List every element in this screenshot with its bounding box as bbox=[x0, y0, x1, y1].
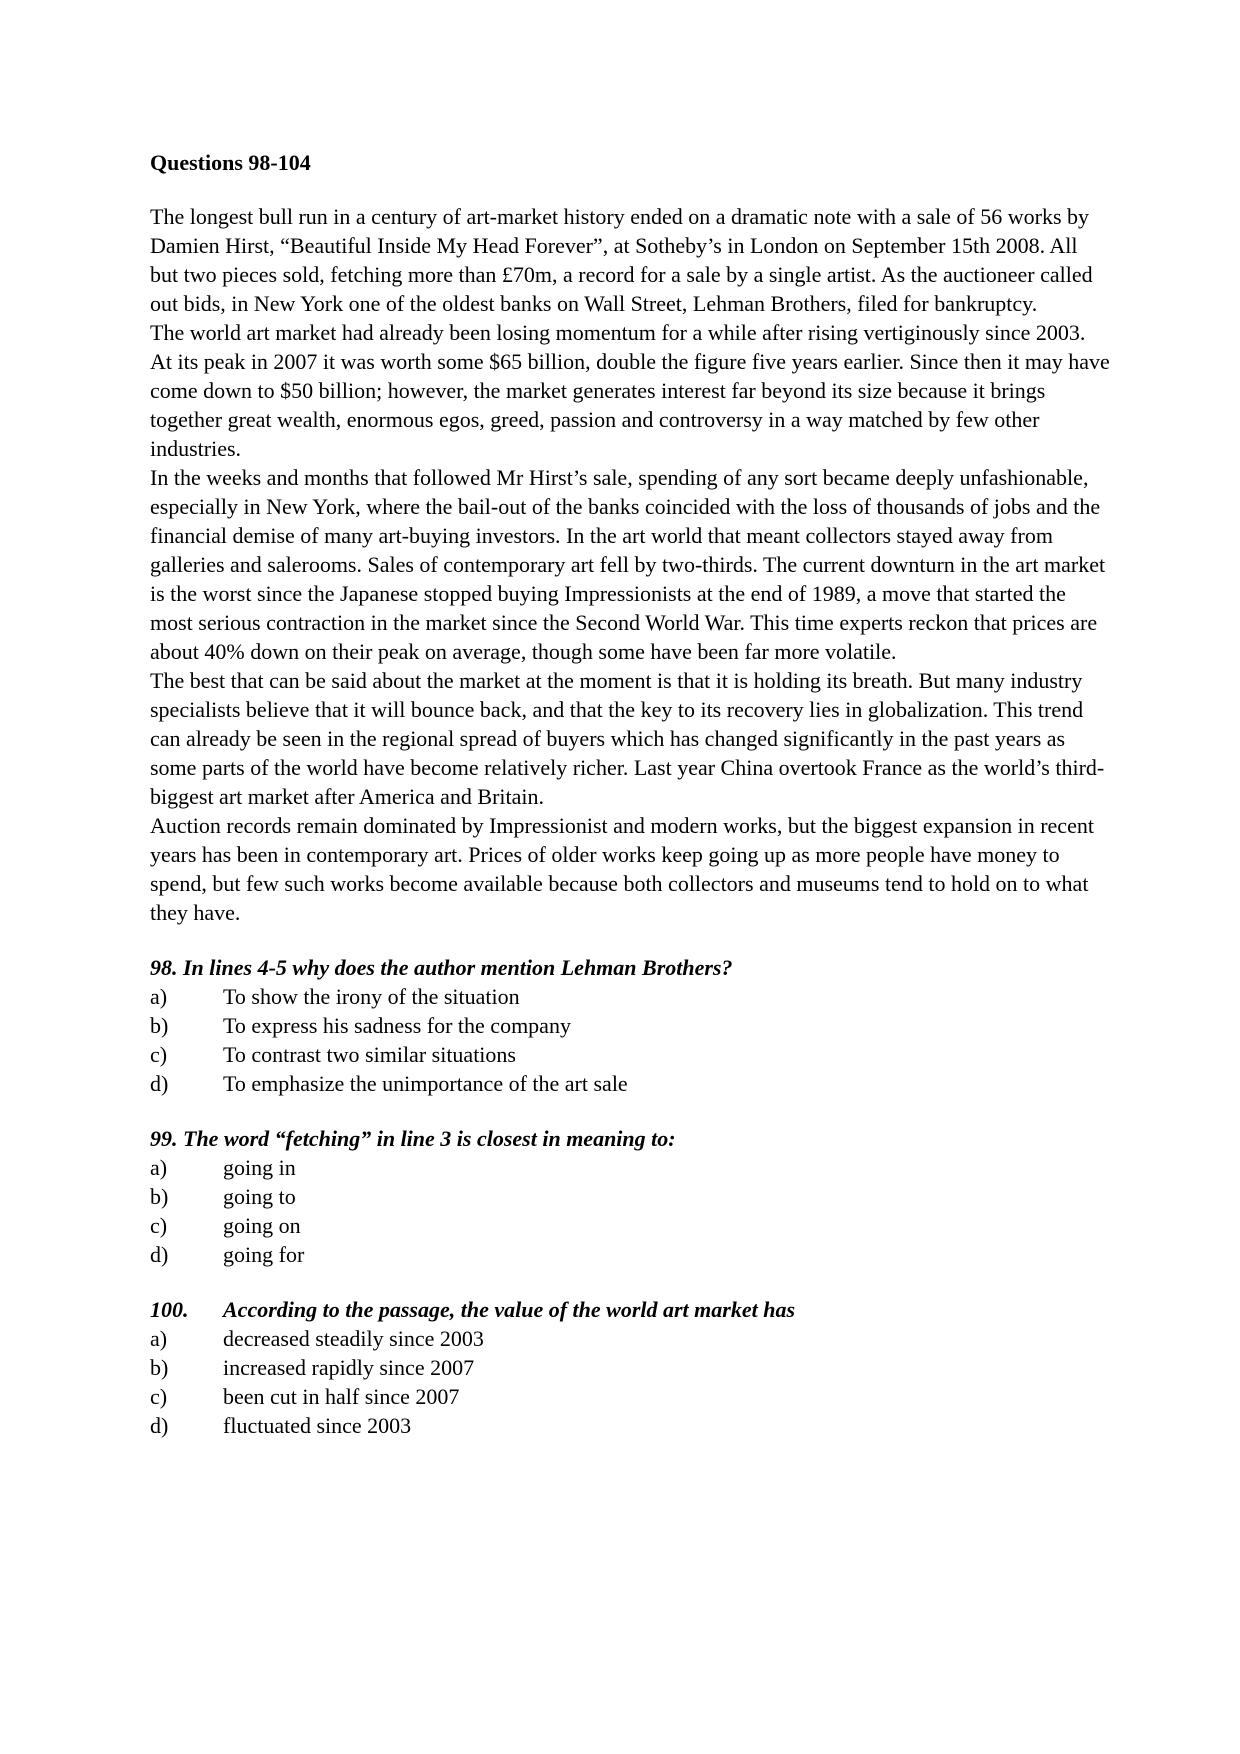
question-title bbox=[150, 1124, 1110, 1153]
option-letter: a) bbox=[150, 984, 168, 1009]
option-text: going on bbox=[223, 1213, 301, 1238]
question-99 bbox=[150, 1124, 1110, 1269]
answer-option bbox=[150, 1382, 1110, 1411]
passage-paragraph: The world art market had already been losing momentum for a while after rising vertiginously since 2003. At its peak in 2007 it was worth some $65 billion, double the figure five years earlier. Since then it may have come down to $50 billion; however, the market generates interest far beyond its size because it brings together great wealth, enormous egos, greed, passion and controversy in a way matched by few other industries. bbox=[150, 320, 1110, 461]
section-heading: Questions 98-104 bbox=[150, 150, 311, 175]
question-text: According to the passage, the value of the world art market has bbox=[223, 1297, 796, 1322]
option-text: fluctuated since 2003 bbox=[223, 1413, 412, 1438]
answer-option bbox=[150, 1069, 1110, 1098]
answer-option bbox=[150, 1011, 1110, 1040]
passage-paragraph: Auction records remain dominated by Impressionist and modern works, but the biggest expansion in recent years has been in contemporary art. Prices of older works keep going up as more people have money to spend, but few such works become available because both collectors and museums tend to hold on to what they have. bbox=[150, 813, 1094, 925]
answer-option bbox=[150, 1153, 1110, 1182]
option-letter: d) bbox=[150, 1071, 169, 1096]
question-number: 98. bbox=[150, 955, 178, 980]
question-text: The word “fetching” in line 3 is closest in meaning to: bbox=[183, 1126, 676, 1151]
answer-option bbox=[150, 1211, 1110, 1240]
option-text: been cut in half since 2007 bbox=[223, 1384, 460, 1409]
question-text: In lines 4-5 why does the author mention Lehman Brothers? bbox=[183, 955, 733, 980]
option-letter: a) bbox=[150, 1155, 168, 1180]
option-letter: c) bbox=[150, 1213, 168, 1238]
option-text: going to bbox=[223, 1184, 296, 1209]
option-letter: d) bbox=[150, 1242, 169, 1267]
question-98 bbox=[150, 953, 1110, 1098]
option-text: going for bbox=[223, 1242, 305, 1267]
answer-option bbox=[150, 1040, 1110, 1069]
option-letter: c) bbox=[150, 1384, 168, 1409]
option-letter: b) bbox=[150, 1355, 169, 1380]
answer-option bbox=[150, 1182, 1110, 1211]
option-text: To contrast two similar situations bbox=[223, 1042, 516, 1067]
option-text: going in bbox=[223, 1155, 296, 1180]
option-letter: a) bbox=[150, 1326, 168, 1351]
document-page bbox=[150, 148, 1110, 1440]
passage-paragraph: In the weeks and months that followed Mr Hirst’s sale, spending of any sort became deeply unfashionable, especially in New York, where the bail-out of the banks coincided with the loss of thousands of jobs and the financial demise of many art-buying investors. In the art world that meant collectors stayed away from galleries and salerooms. Sales of contemporary art fell by two-thirds. The current downturn in the art market is the worst since the Japanese stopped buying Impressionists at the end of 1989, a move that started the most serious contraction in the market since the Second World War. This time experts reckon that prices are about 40% down on their peak on average, though some have been far more volatile. bbox=[150, 465, 1106, 664]
option-text: decreased steadily since 2003 bbox=[223, 1326, 484, 1351]
reading-passage bbox=[150, 202, 1110, 927]
option-text: To express his sadness for the company bbox=[223, 1013, 571, 1038]
answer-option bbox=[150, 1353, 1110, 1382]
answer-option bbox=[150, 982, 1110, 1011]
question-100 bbox=[150, 1295, 1110, 1440]
option-letter: b) bbox=[150, 1184, 169, 1209]
passage-paragraph: The best that can be said about the market at the moment is that it is holding its breath. But many industry specialists believe that it will bounce back, and that the key to its recovery lies in globalization. This trend can already be seen in the regional spread of buyers which has changed significantly in the past years as some parts of the world have become relatively richer. Last year China overtook France as the world’s third-biggest art market after America and Britain. bbox=[150, 668, 1105, 809]
question-number: 100. bbox=[150, 1297, 189, 1322]
answer-option bbox=[150, 1324, 1110, 1353]
answer-option bbox=[150, 1411, 1110, 1440]
question-number: 99. bbox=[150, 1126, 178, 1151]
option-letter: d) bbox=[150, 1413, 169, 1438]
option-text: To emphasize the unimportance of the art sale bbox=[223, 1071, 628, 1096]
option-text: increased rapidly since 2007 bbox=[223, 1355, 475, 1380]
question-title bbox=[150, 953, 1110, 982]
question-title bbox=[150, 1295, 1110, 1324]
answer-option bbox=[150, 1240, 1110, 1269]
option-letter: b) bbox=[150, 1013, 169, 1038]
option-letter: c) bbox=[150, 1042, 168, 1067]
option-text: To show the irony of the situation bbox=[223, 984, 520, 1009]
passage-paragraph: The longest bull run in a century of art-market history ended on a dramatic note with a sale of 56 works by Damien Hirst, “Beautiful Inside My Head Forever”, at Sotheby’s in London on September 15th 2008. All but two pieces sold, fetching more than £70m, a record for a sale by a single artist. As the auctioneer called out bids, in New York one of the oldest banks on Wall Street, Lehman Brothers, filed for bankruptcy. bbox=[150, 204, 1093, 316]
